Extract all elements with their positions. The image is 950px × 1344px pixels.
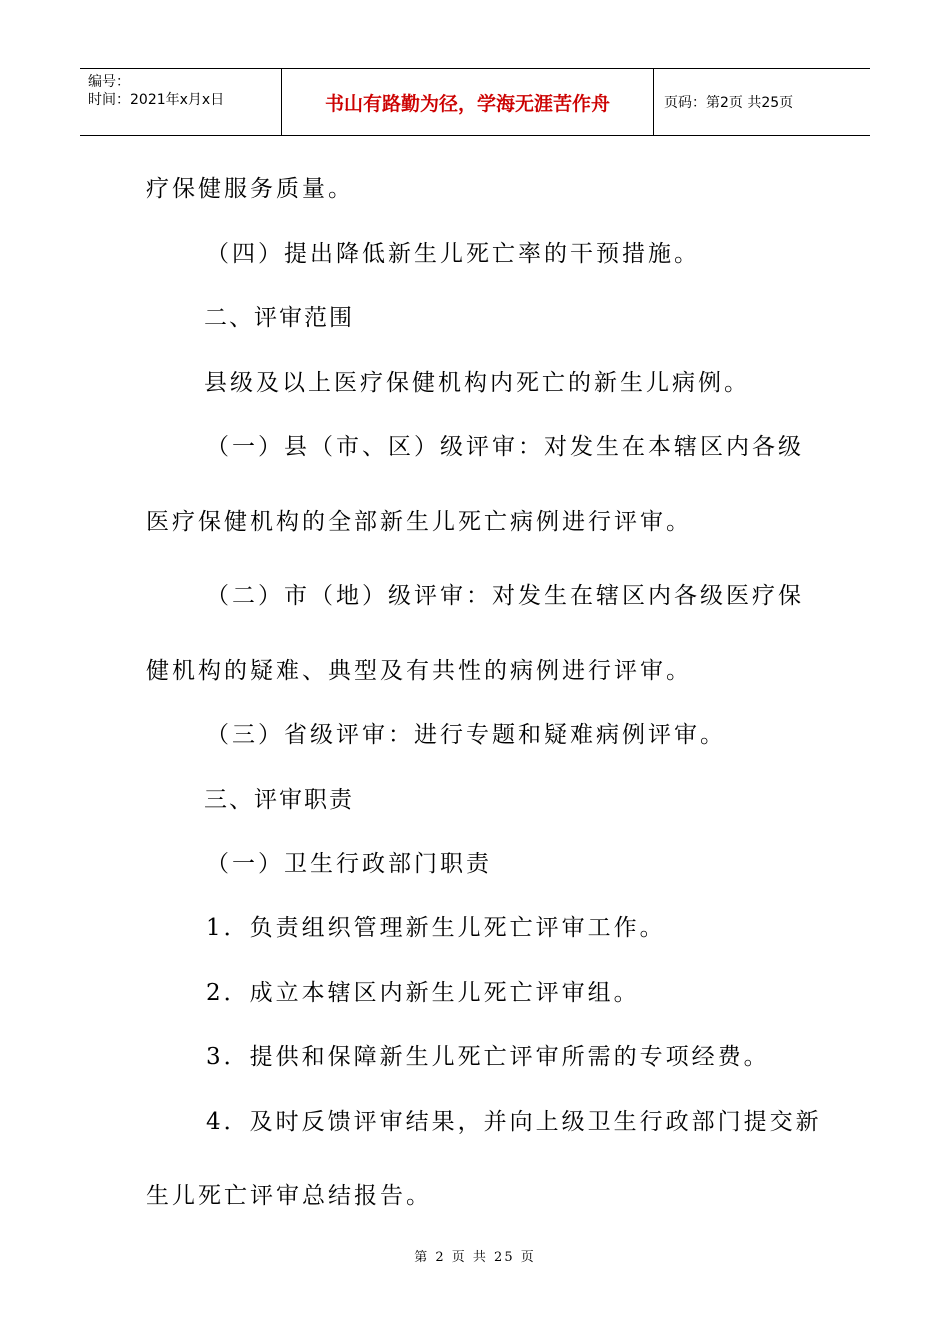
body-line: 生儿死亡评审总结报告。 — [146, 1183, 432, 1209]
body-line: 医疗保健机构的全部新生儿死亡病例进行评审。 — [146, 509, 692, 535]
body-line: 3．提供和保障新生儿死亡评审所需的专项经费。 — [206, 1044, 770, 1070]
body-line: 健机构的疑难、典型及有共性的病例进行评审。 — [146, 658, 692, 684]
header-motto: 书山有路勤为径，学海无涯苦作舟 — [282, 69, 654, 135]
body-line: 1．负责组织管理新生儿死亡评审工作。 — [206, 915, 666, 941]
header-page-info: 页码：第2页 共25页 — [664, 95, 794, 111]
body-line: 疗保健服务质量。 — [146, 176, 354, 202]
time-label: 时间：2021年x月x日 — [88, 92, 225, 108]
section-heading: 三、评审职责 — [204, 787, 354, 813]
body-line: 2．成立本辖区内新生儿死亡评审组。 — [206, 980, 640, 1006]
code-label: 编号： — [88, 74, 130, 90]
body-line: （四）提出降低新生儿死亡率的干预措施。 — [206, 241, 700, 267]
body-line: （一）县（市、区）级评审：对发生在本辖区内各级 — [206, 434, 804, 460]
body-line: （三）省级评审：进行专题和疑难病例评审。 — [206, 722, 726, 748]
body-line: 4．及时反馈评审结果，并向上级卫生行政部门提交新 — [206, 1109, 822, 1135]
body-line: （二）市（地）级评审：对发生在辖区内各级医疗保 — [206, 583, 804, 609]
section-heading: 二、评审范围 — [204, 305, 354, 331]
document-header — [80, 68, 870, 136]
body-line: 县级及以上医疗保健机构内死亡的新生儿病例。 — [204, 370, 750, 396]
page-footer: 第 2 页 共 25 页 — [414, 1250, 536, 1265]
body-line: （一）卫生行政部门职责 — [206, 851, 492, 877]
header-meta-cell — [80, 69, 282, 135]
